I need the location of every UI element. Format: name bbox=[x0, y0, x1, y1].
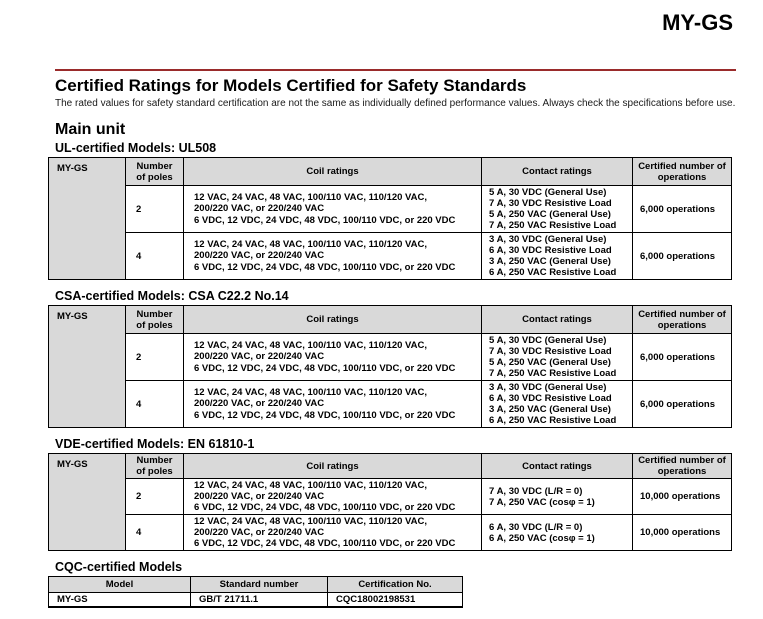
contact-ratings-cell bbox=[482, 381, 633, 428]
operations-cell: 10,000 operations bbox=[633, 515, 732, 551]
operations-cell: 6,000 operations bbox=[633, 233, 732, 280]
contact-line: 7 A, 250 VAC (cosφ = 1) bbox=[489, 496, 595, 508]
col-header-certified: Certified number of operations bbox=[633, 306, 732, 334]
contact-line: 6 A, 30 VDC Resistive Load bbox=[489, 245, 612, 256]
coil-line: 6 VDC, 12 VDC, 24 VDC, 48 VDC, 100/110 VDC, or 220 VDC bbox=[194, 261, 456, 273]
model-cell: MY-GS bbox=[49, 306, 126, 428]
col-header-coil: Coil ratings bbox=[184, 158, 482, 186]
col-header-certification-no: Certification No. bbox=[328, 577, 463, 593]
contact-ratings-cell bbox=[482, 515, 633, 551]
contact-ratings-cell bbox=[482, 334, 633, 381]
model-value-cell: MY-GS bbox=[49, 593, 191, 608]
coil-line: 200/220 VAC, or 220/240 VAC bbox=[194, 527, 325, 538]
contact-line: 7 A, 250 VAC Resistive Load bbox=[489, 220, 617, 231]
col-header-coil: Coil ratings bbox=[184, 306, 482, 334]
coil-ratings-cell bbox=[184, 381, 482, 428]
contact-line: 6 A, 250 VAC (cosφ = 1) bbox=[489, 532, 595, 544]
table-row bbox=[49, 233, 732, 280]
contact-line: 3 A, 30 VDC (General Use) bbox=[489, 382, 607, 393]
col-header-contact: Contact ratings bbox=[482, 306, 633, 334]
table-row bbox=[49, 593, 463, 608]
contact-line: 3 A, 30 VDC (General Use) bbox=[489, 234, 607, 245]
page-title: Certified Ratings for Models Certified for Safety Standards bbox=[55, 76, 527, 95]
col-header-poles: Number of poles bbox=[126, 306, 184, 334]
coil-line: 12 VAC, 24 VAC, 48 VAC, 100/110 VAC, 110/120 VAC, bbox=[194, 238, 428, 250]
coil-line: 6 VDC, 12 VDC, 24 VDC, 48 VDC, 100/110 VDC, or 220 VDC bbox=[194, 409, 456, 421]
csa-ratings-table bbox=[48, 305, 732, 428]
contact-line: 6 A, 30 VDC Resistive Load bbox=[489, 393, 612, 404]
contact-line: 5 A, 250 VAC (General Use) bbox=[489, 357, 611, 368]
contact-line: 7 A, 30 VDC Resistive Load bbox=[489, 346, 612, 357]
standard-number-cell: GB/T 21711.1 bbox=[191, 593, 328, 608]
col-header-poles: Number of poles bbox=[126, 158, 184, 186]
contact-line: 6 A, 250 VAC Resistive Load bbox=[489, 415, 617, 426]
coil-line: 200/220 VAC, or 220/240 VAC bbox=[194, 491, 325, 502]
coil-line: 6 VDC, 12 VDC, 24 VDC, 48 VDC, 100/110 VDC, or 220 VDC bbox=[194, 214, 456, 226]
contact-line: 7 A, 30 VDC Resistive Load bbox=[489, 198, 612, 209]
coil-line: 200/220 VAC, or 220/240 VAC bbox=[194, 398, 325, 410]
coil-line: 12 VAC, 24 VAC, 48 VAC, 100/110 VAC, 110/120 VAC, bbox=[194, 480, 428, 491]
coil-ratings-cell bbox=[184, 233, 482, 280]
coil-ratings-cell bbox=[184, 186, 482, 233]
ul-table-heading: UL-certified Models: UL508 bbox=[55, 141, 217, 155]
main-unit-heading: Main unit bbox=[55, 121, 126, 138]
vde-ratings-table bbox=[48, 453, 732, 551]
contact-ratings-cell bbox=[482, 186, 633, 233]
contact-line: 6 A, 30 VDC (L/R = 0) bbox=[489, 521, 583, 533]
col-header-poles: Number of poles bbox=[126, 454, 184, 479]
csa-table-heading: CSA-certified Models: CSA C22.2 No.14 bbox=[55, 289, 289, 303]
operations-cell: 6,000 operations bbox=[633, 186, 732, 233]
table-header-row bbox=[49, 306, 732, 334]
table-header-row bbox=[49, 158, 732, 186]
poles-cell: 2 bbox=[126, 334, 184, 381]
page-content bbox=[48, 74, 738, 608]
poles-cell: 4 bbox=[126, 233, 184, 280]
contact-ratings-cell bbox=[482, 479, 633, 515]
coil-ratings-cell bbox=[184, 515, 482, 551]
operations-cell: 6,000 operations bbox=[633, 334, 732, 381]
ul-ratings-table bbox=[48, 157, 732, 280]
model-cell: MY-GS bbox=[49, 158, 126, 280]
contact-line: 7 A, 30 VDC (L/R = 0) bbox=[489, 485, 583, 497]
col-header-contact: Contact ratings bbox=[482, 454, 633, 479]
contact-ratings-cell bbox=[482, 233, 633, 280]
page-model-label: MY-GS bbox=[662, 10, 733, 35]
col-header-model: Model bbox=[49, 577, 191, 593]
contact-line: 5 A, 30 VDC (General Use) bbox=[489, 187, 607, 198]
accent-divider bbox=[55, 69, 736, 71]
operations-cell: 6,000 operations bbox=[633, 381, 732, 428]
poles-cell: 2 bbox=[126, 479, 184, 515]
table-header-row bbox=[49, 454, 732, 479]
col-header-contact: Contact ratings bbox=[482, 158, 633, 186]
coil-line: 12 VAC, 24 VAC, 48 VAC, 100/110 VAC, 110/120 VAC, bbox=[194, 191, 428, 203]
col-header-standard-number: Standard number bbox=[191, 577, 328, 593]
col-header-coil: Coil ratings bbox=[184, 454, 482, 479]
coil-line: 6 VDC, 12 VDC, 24 VDC, 48 VDC, 100/110 VDC, or 220 VDC bbox=[194, 362, 456, 374]
coil-line: 6 VDC, 12 VDC, 24 VDC, 48 VDC, 100/110 VDC, or 220 VDC bbox=[194, 538, 456, 549]
coil-ratings-cell bbox=[184, 479, 482, 515]
contact-line: 7 A, 250 VAC Resistive Load bbox=[489, 368, 617, 379]
page-note: The rated values for safety standard certification are not the same as individually defined performance values. Always check the specifications before use. bbox=[55, 98, 736, 109]
coil-line: 12 VAC, 24 VAC, 48 VAC, 100/110 VAC, 110/120 VAC, bbox=[194, 516, 428, 527]
operations-cell: 10,000 operations bbox=[633, 479, 732, 515]
table-row bbox=[49, 515, 732, 551]
table-header-row bbox=[49, 577, 463, 593]
cqc-table-heading: CQC-certified Models bbox=[55, 560, 183, 574]
contact-line: 3 A, 250 VAC (General Use) bbox=[489, 256, 611, 267]
table-row bbox=[49, 381, 732, 428]
contact-line: 3 A, 250 VAC (General Use) bbox=[489, 404, 611, 415]
col-header-certified: Certified number of operations bbox=[633, 454, 732, 479]
coil-line: 12 VAC, 24 VAC, 48 VAC, 100/110 VAC, 110/120 VAC, bbox=[194, 386, 428, 398]
coil-line: 6 VDC, 12 VDC, 24 VDC, 48 VDC, 100/110 VDC, or 220 VDC bbox=[194, 502, 456, 513]
contact-line: 5 A, 30 VDC (General Use) bbox=[489, 335, 607, 346]
cqc-table bbox=[48, 576, 463, 608]
coil-line: 200/220 VAC, or 220/240 VAC bbox=[194, 203, 325, 215]
coil-ratings-cell bbox=[184, 334, 482, 381]
table-row bbox=[49, 479, 732, 515]
coil-line: 200/220 VAC, or 220/240 VAC bbox=[194, 250, 325, 262]
table-row bbox=[49, 186, 732, 233]
col-header-certified: Certified number of operations bbox=[633, 158, 732, 186]
contact-line: 6 A, 250 VAC Resistive Load bbox=[489, 267, 617, 278]
coil-line: 12 VAC, 24 VAC, 48 VAC, 100/110 VAC, 110/120 VAC, bbox=[194, 339, 428, 351]
table-row bbox=[49, 334, 732, 381]
poles-cell: 4 bbox=[126, 381, 184, 428]
coil-line: 200/220 VAC, or 220/240 VAC bbox=[194, 351, 325, 363]
model-cell: MY-GS bbox=[49, 454, 126, 551]
contact-line: 5 A, 250 VAC (General Use) bbox=[489, 209, 611, 220]
certification-no-cell: CQC18002198531 bbox=[328, 593, 463, 608]
poles-cell: 4 bbox=[126, 515, 184, 551]
poles-cell: 2 bbox=[126, 186, 184, 233]
vde-table-heading: VDE-certified Models: EN 61810-1 bbox=[55, 437, 255, 451]
